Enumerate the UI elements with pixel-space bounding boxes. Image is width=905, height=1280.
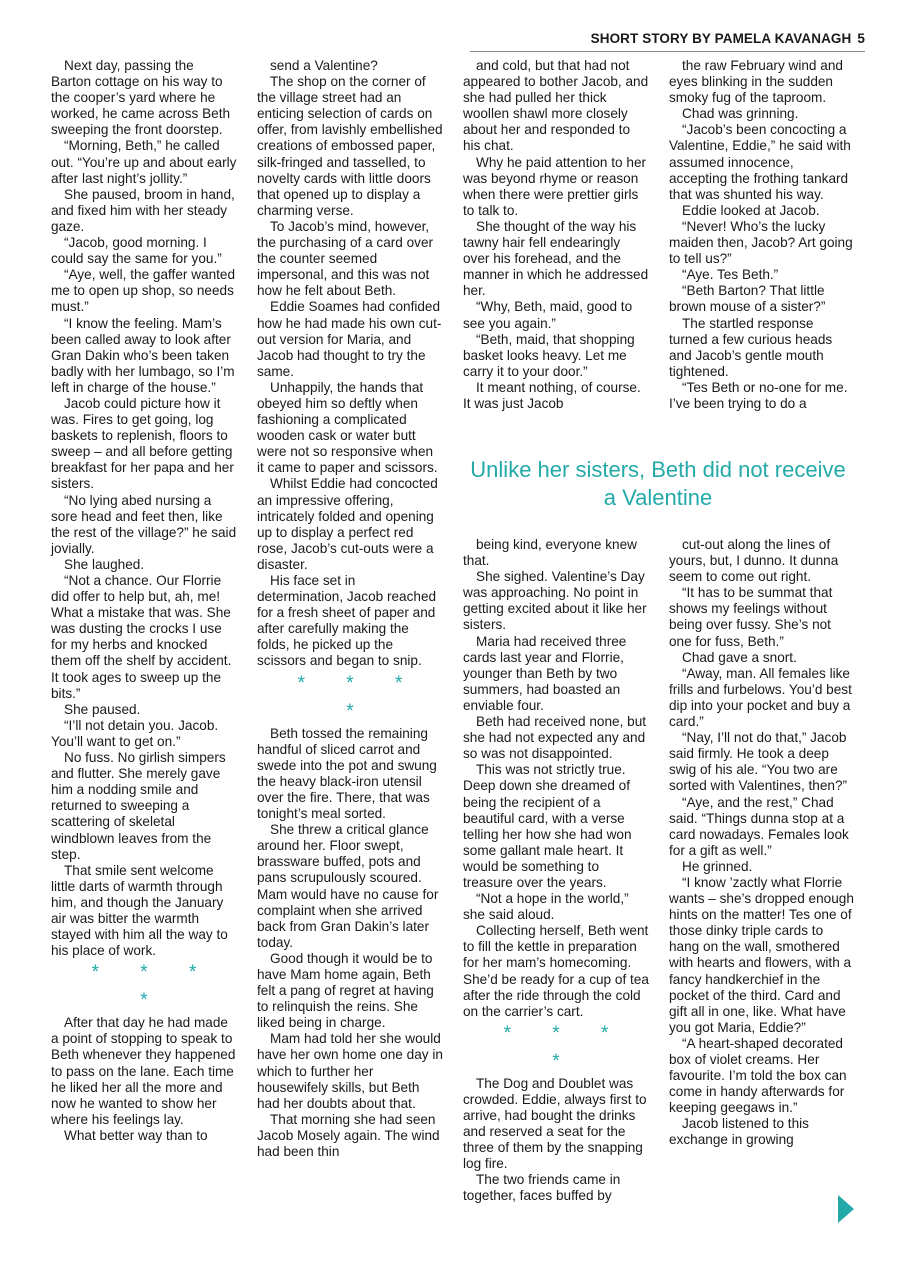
c2-block-a: [257, 58, 443, 670]
paragraph: “No lying abed nursing a sore head and feet then, like the rest of the village?” he said jovially.: [51, 492, 237, 556]
paragraph: “It has to be summat that shows my feelings without being over fussy. She’s not one for fuss, Beth.”: [669, 585, 833, 649]
paragraph: She paused.: [64, 701, 141, 717]
paragraph: To Jacob’s mind, however, the purchasing of a card over the counter seemed impersonal, and this was not how he felt about Beth.: [257, 218, 434, 299]
paragraph: being kind, everyone knew that.: [463, 537, 637, 569]
paragraph: Next day, passing the Barton cottage on his way to the cooper’s yard where he worked, he came across Beth sweeping the front doorstep.: [51, 58, 231, 138]
paragraph: the raw February wind and eyes blinking in the sudden smoky fug of the taproom.: [669, 58, 843, 106]
paragraph: The startled response turned a few curious heads and Jacob’s gentle mouth tightened.: [669, 315, 833, 379]
c4-block-b: [669, 537, 855, 1149]
paragraph: “Aye. Tes Beth.”: [682, 267, 779, 283]
column-1: [51, 58, 237, 1144]
pull-quote: Unlike her sisters, Beth did not receive a Valentine: [470, 457, 846, 510]
section-break-stars: * * * *: [91, 962, 215, 1012]
column-4-lower: [669, 537, 855, 1149]
paragraph: Collecting herself, Beth went to fill the kettle in preparation for her mam’s homecoming. She’d be ready for a cup of tea after the ride through the cold on the carrier’s cart.: [463, 923, 649, 1019]
paragraph: Jacob could picture how it was. Fires to get going, log baskets to replenish, floors to sweep – and all before getting breakfast for her papa and her sisters.: [51, 395, 234, 492]
paragraph: “I’ll not detain you. Jacob. You’ll want to get on.”: [51, 717, 219, 749]
c3-block-a: [463, 58, 649, 412]
paragraph: The shop on the corner of the village street had an enticing selection of cards on offer, from lavishly embellished creations of embossed paper, silk-fringed and tasselled, to novelty cards with little doors that opened up to display a charming verse.: [257, 74, 443, 218]
section-break-stars: * * * *: [297, 672, 421, 722]
paragraph: She thought of the way his tawny hair fell endearingly over his forehead, and the manner in which he addressed her.: [463, 218, 649, 299]
paragraph: “Beth Barton? That little brown mouse of a sister?”: [669, 283, 826, 315]
paragraph: Beth had received none, but she had not expected any and so was not disappointed.: [463, 714, 647, 762]
c1-block-a: [51, 58, 237, 959]
c4-block-a: [669, 58, 855, 412]
paragraph: After that day he had made a point of stopping to speak to Beth whenever they happened to pass on the lane. Each time he liked her all the more and now he wanted to show her where his feelings lay.: [51, 1015, 236, 1127]
paragraph: “Beth, maid, that shopping basket looks heavy. Let me carry it to your door.”: [463, 331, 635, 379]
paragraph: “Tes Beth or no-one for me. I’ve been trying to do a: [669, 379, 848, 411]
paragraph: “Away, man. All females like frills and furbelows. You’d best dip into your pocket and buy a card.”: [669, 665, 852, 730]
paragraph: and cold, but that had not appeared to bother Jacob, and she had pulled her thick woollen shawl more closely about her and responded to his chat.: [463, 58, 649, 154]
paragraph: Eddie looked at Jacob.: [682, 202, 820, 218]
paragraph: “Not a hope in the world,” she said aloud.: [463, 891, 629, 923]
paragraph: Chad gave a snort.: [682, 649, 797, 665]
paragraph: Maria had received three cards last year and Florrie, younger than Beth by two summers, had boasted an enviable four.: [463, 633, 627, 713]
paragraph: She threw a critical glance around her. Floor swept, brassware buffed, pots and pans scrupulously scoured. Mam would have no cause for complaint when she arrived back from Gran Dakin’s later today.: [257, 822, 439, 950]
paragraph: “I know the feeling. Mam’s been called away to look after Gran Dakin who’s been taken badly with her lumbago, so I’m left in charge of the house.”: [51, 315, 235, 395]
paragraph: Unhappily, the hands that obeyed him so deftly when fashioning a complicated wooden cask or water butt were not so responsive when it came to paper and scissors.: [257, 379, 438, 476]
section-break-stars: * * * *: [503, 1022, 627, 1072]
paragraph: She laughed.: [64, 556, 145, 572]
paragraph: It meant nothing, of course. It was just Jacob: [463, 379, 641, 411]
page-header: [470, 31, 865, 52]
page-number: 5: [857, 31, 865, 46]
paragraph: “Jacob, good morning. I could say the same for you.”: [51, 235, 222, 267]
paragraph: Mam had told her she would have her own home one day in which to further her housewifely skills, but Beth had her doubts about that.: [257, 1031, 443, 1111]
paragraph: Jacob listened to this exchange in growing: [669, 1116, 809, 1148]
paragraph: Beth tossed the remaining handful of sliced carrot and swede into the pot and swung the heavy black-iron utensil over the fire. There, that was tonight’s meal sorted.: [257, 725, 437, 822]
paragraph: That smile sent welcome little darts of warmth through him, and though the January air was bitter the warmth stayed with him all the way to his place of work.: [51, 862, 228, 959]
paragraph: Why he paid attention to her was beyond rhyme or reason when there were prettier girls to talk to.: [463, 154, 647, 218]
paragraph: Eddie Soames had confided how he had made his own cut-out version for Maria, and Jacob had thought to try the same.: [257, 299, 442, 379]
paragraph: Chad was grinning.: [682, 106, 799, 122]
paragraph: The Dog and Doublet was crowded. Eddie, always first to arrive, had bought the drinks and reserved a seat for the three of them by the snapping log fire.: [463, 1075, 647, 1172]
paragraph: This was not strictly true. Deep down she dreamed of being the recipient of a beautiful card, with a verse telling her how she had won some gallant male heart. It would be something to treasure over the years.: [463, 762, 632, 890]
column-3-upper: [463, 58, 649, 412]
paragraph: “Jacob’s been concocting a Valentine, Eddie,” he said with assumed innocence, accepting the frothing tankard that was shunted his way.: [669, 122, 851, 202]
column-4-upper: [669, 58, 855, 412]
paragraph: “Aye, well, the gaffer wanted me to open up shop, so needs must.”: [51, 267, 236, 315]
paragraph: Good though it would be to have Mam home again, Beth felt a pang of regret at having to relinquish the reins. She liked being in charge.: [257, 950, 434, 1031]
column-2: [257, 58, 443, 1160]
paragraph: What better way than to: [64, 1127, 208, 1143]
paragraph: “Never! Who’s the lucky maiden then, Jacob? Art going to tell us?”: [669, 218, 853, 267]
paragraph: “Nay, I’ll not do that,” Jacob said firmly. He took a deep swig of his ale. “You two are sorted with Valentines, then?”: [669, 730, 848, 794]
column-3-lower: [463, 537, 649, 1205]
continue-arrow-icon: [838, 1195, 854, 1223]
paragraph: “Not a chance. Our Florrie did offer to help but, ah, me! What a mistake that was. She was dusting the crocks I use for my herbs and knocked them off the shelf by accident. It took ages to sweep up the bits.”: [51, 573, 232, 701]
c3-block-c: [463, 1076, 649, 1205]
paragraph: She paused, broom in hand, and fixed him with her steady gaze.: [51, 186, 235, 234]
paragraph: “Why, Beth, maid, good to see you again.”: [463, 299, 633, 331]
paragraph: No fuss. No girlish simpers and flutter. She merely gave him a nodding smile and returned to sweeping a scattering of skeletal windblown leaves from the step.: [51, 750, 226, 862]
paragraph: “Morning, Beth,” he called out. “You’re up and about early after last night’s jollity.”: [51, 138, 237, 186]
paragraph: Whilst Eddie had concocted an impressive offering, intricately folded and opening up to display a perfect red rose, Jacob’s cut-outs were a disaster.: [257, 476, 438, 572]
paragraph: send a Valentine?: [270, 58, 378, 73]
paragraph: That morning she had seen Jacob Mosely again. The wind had been thin: [257, 1111, 440, 1159]
paragraph: cut-out along the lines of yours, but, I dunno. It dunna seem to come out right.: [669, 537, 839, 585]
paragraph: “I know ’zactly what Florrie wants – she’s dropped enough hints on the matter! Tes one of those dinky triple cards to hang on the wall, smothered with hearts and flowers, with a fancy handkerchief in the pocket of the third. Card and gift all in one, like. What have you got Maria, Eddie?”: [669, 874, 854, 1035]
paragraph: He grinned.: [682, 858, 753, 874]
paragraph: She sighed. Valentine’s Day was approaching. No point in getting excited about it like her sisters.: [463, 569, 647, 633]
paragraph: His face set in determination, Jacob reached for a fresh sheet of paper and after carefully making the folds, he picked up the scissors and began to snip.: [257, 573, 437, 669]
paragraph: “A heart-shaped decorated box of violet creams. Her favourite. I’m told the box can come in handy afterwards for keeping geegaws in.”: [669, 1035, 847, 1116]
c2-block-b: [257, 726, 443, 1161]
header-title: SHORT STORY BY PAMELA KAVANAGH: [590, 31, 852, 46]
paragraph: The two friends came in together, faces buffed by: [463, 1172, 621, 1204]
c1-block-b: [51, 1015, 237, 1144]
paragraph: “Aye, and the rest,” Chad said. “Things dunna stop at a card nowadays. Females look for a gift as well.”: [669, 794, 849, 858]
c3-block-b: [463, 537, 649, 1020]
